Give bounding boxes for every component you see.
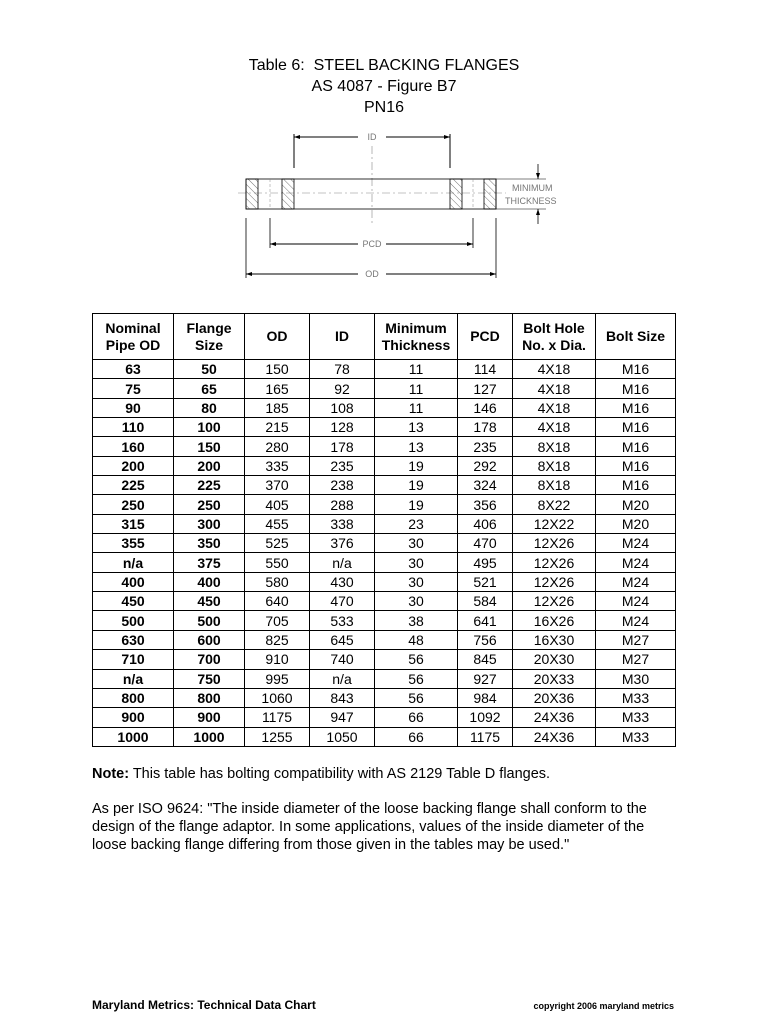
table-cell: M33 xyxy=(596,708,676,727)
table-row xyxy=(93,572,676,591)
table-cell: 1050 xyxy=(310,727,375,746)
note-text: This table has bolting compatibility with AS 2129 Table D flanges. xyxy=(129,766,551,782)
table-cell: 1175 xyxy=(245,708,310,727)
table-cell: M16 xyxy=(596,476,676,495)
table-cell: 740 xyxy=(310,650,375,669)
table-cell: 338 xyxy=(310,514,375,533)
table-cell: M16 xyxy=(596,360,676,379)
iso-quote: As per ISO 9624: "The inside diameter of the loose backing flange shall conform to the design of the flange adaptor. In some applications, values of the inside diameter of the loose backing flange differing from those given in the tables may be used." xyxy=(92,801,647,853)
table-cell: 584 xyxy=(458,592,513,611)
table-cell: 370 xyxy=(245,476,310,495)
table-cell: 430 xyxy=(310,572,375,591)
table-cell: 75 xyxy=(93,379,174,398)
table-cell: 20X33 xyxy=(513,669,596,688)
table-cell: M24 xyxy=(596,534,676,553)
table-cell: 470 xyxy=(310,592,375,611)
table-row xyxy=(93,418,676,437)
table-cell: 1060 xyxy=(245,688,310,707)
table-cell: 24X36 xyxy=(513,708,596,727)
table-cell: 450 xyxy=(93,592,174,611)
table-cell: 280 xyxy=(245,437,310,456)
flange-specs-table xyxy=(92,313,676,747)
table-cell: 56 xyxy=(375,650,458,669)
table-row xyxy=(93,553,676,572)
table-cell: 580 xyxy=(245,572,310,591)
table-cell: 48 xyxy=(375,630,458,649)
table-cell: M16 xyxy=(596,456,676,475)
table-cell: 19 xyxy=(375,495,458,514)
table-cell: 525 xyxy=(245,534,310,553)
table-cell: 500 xyxy=(174,611,245,630)
table-cell: M24 xyxy=(596,592,676,611)
table-cell: 100 xyxy=(174,418,245,437)
table-cell: 19 xyxy=(375,476,458,495)
footer-copyright: copyright 2006 maryland metrics xyxy=(533,1001,674,1011)
min-thickness-label-1: MINIMUM xyxy=(512,183,553,193)
table-header-row xyxy=(93,314,676,360)
table-cell: M24 xyxy=(596,553,676,572)
table-cell: 335 xyxy=(245,456,310,475)
table-cell: 30 xyxy=(375,534,458,553)
table-cell: 1000 xyxy=(174,727,245,746)
table-cell: 92 xyxy=(310,379,375,398)
table-cell: 550 xyxy=(245,553,310,572)
col-header-min-thickness: Minimum Thickness xyxy=(375,314,458,360)
table-cell: 500 xyxy=(93,611,174,630)
table-cell: 630 xyxy=(93,630,174,649)
table-cell: 927 xyxy=(458,669,513,688)
table-cell: 12X26 xyxy=(513,592,596,611)
table-cell: 12X26 xyxy=(513,572,596,591)
table-cell: 80 xyxy=(174,398,245,417)
table-cell: 65 xyxy=(174,379,245,398)
table-cell: 756 xyxy=(458,630,513,649)
table-cell: 947 xyxy=(310,708,375,727)
table-cell: M30 xyxy=(596,669,676,688)
table-cell: 11 xyxy=(375,379,458,398)
table-cell: 705 xyxy=(245,611,310,630)
table-row xyxy=(93,456,676,475)
table-cell: n/a xyxy=(310,669,375,688)
table-cell: 900 xyxy=(174,708,245,727)
table-cell: 825 xyxy=(245,630,310,649)
table-cell: 24X36 xyxy=(513,727,596,746)
table-cell: 250 xyxy=(174,495,245,514)
table-cell: 30 xyxy=(375,572,458,591)
table-row xyxy=(93,611,676,630)
table-cell: 406 xyxy=(458,514,513,533)
table-row xyxy=(93,708,676,727)
pcd-dimension xyxy=(270,218,473,249)
table-cell: 23 xyxy=(375,514,458,533)
table-cell: M20 xyxy=(596,514,676,533)
id-label: ID xyxy=(367,132,377,142)
table-cell: 11 xyxy=(375,360,458,379)
table-row xyxy=(93,669,676,688)
title-line-1: Table 6: STEEL BACKING FLANGES xyxy=(248,57,520,74)
table-cell: 90 xyxy=(93,398,174,417)
table-cell: M24 xyxy=(596,611,676,630)
table-cell: M27 xyxy=(596,630,676,649)
table-cell: 110 xyxy=(93,418,174,437)
table-cell: 56 xyxy=(375,669,458,688)
table-cell: 400 xyxy=(93,572,174,591)
table-cell: 235 xyxy=(458,437,513,456)
col-header-id: ID xyxy=(310,314,375,360)
table-cell: 128 xyxy=(310,418,375,437)
title-line-3: PN16 xyxy=(363,99,405,116)
table-row xyxy=(93,398,676,417)
table-cell: 16X26 xyxy=(513,611,596,630)
table-cell: 1175 xyxy=(458,727,513,746)
table-cell: M20 xyxy=(596,495,676,514)
table-cell: 146 xyxy=(458,398,513,417)
table-cell: 238 xyxy=(310,476,375,495)
table-cell: 235 xyxy=(310,456,375,475)
table-row xyxy=(93,495,676,514)
table-cell: 800 xyxy=(174,688,245,707)
title-block xyxy=(0,55,768,118)
table-cell: 995 xyxy=(245,669,310,688)
table-cell: 750 xyxy=(174,669,245,688)
table-cell: 640 xyxy=(245,592,310,611)
table-cell: 910 xyxy=(245,650,310,669)
table-cell: 324 xyxy=(458,476,513,495)
table-body xyxy=(93,360,676,747)
table-cell: 400 xyxy=(174,572,245,591)
col-header-od: OD xyxy=(245,314,310,360)
table-cell: n/a xyxy=(93,669,174,688)
table-cell: M16 xyxy=(596,379,676,398)
table-cell: 455 xyxy=(245,514,310,533)
table-cell: 200 xyxy=(93,456,174,475)
table-cell: 8X18 xyxy=(513,476,596,495)
table-cell: 20X30 xyxy=(513,650,596,669)
table-cell: 521 xyxy=(458,572,513,591)
table-cell: 845 xyxy=(458,650,513,669)
flange-body xyxy=(238,146,506,226)
table-cell: 12X26 xyxy=(513,534,596,553)
table-cell: M16 xyxy=(596,418,676,437)
col-header-flange-size: Flange Size xyxy=(174,314,245,360)
table-cell: 20X36 xyxy=(513,688,596,707)
table-cell: 78 xyxy=(310,360,375,379)
table-cell: M33 xyxy=(596,688,676,707)
table-cell: n/a xyxy=(310,553,375,572)
table-cell: 63 xyxy=(93,360,174,379)
table-cell: 200 xyxy=(174,456,245,475)
table-cell: 1255 xyxy=(245,727,310,746)
table-cell: M33 xyxy=(596,727,676,746)
table-row xyxy=(93,727,676,746)
table-cell: 700 xyxy=(174,650,245,669)
table-cell: 250 xyxy=(93,495,174,514)
table-cell: 600 xyxy=(174,630,245,649)
table-cell: M16 xyxy=(596,437,676,456)
table-cell: 645 xyxy=(310,630,375,649)
table-cell: 4X18 xyxy=(513,379,596,398)
table-cell: 355 xyxy=(93,534,174,553)
table-cell: 150 xyxy=(245,360,310,379)
footer-title: Maryland Metrics: Technical Data Chart xyxy=(92,998,316,1012)
table-cell: 405 xyxy=(245,495,310,514)
table-cell: 185 xyxy=(245,398,310,417)
table-cell: 30 xyxy=(375,553,458,572)
table-cell: 50 xyxy=(174,360,245,379)
table-cell: 19 xyxy=(375,456,458,475)
note-label: Note: xyxy=(92,766,130,782)
col-header-pcd: PCD xyxy=(458,314,513,360)
table-cell: 12X22 xyxy=(513,514,596,533)
table-row xyxy=(93,437,676,456)
table-cell: 13 xyxy=(375,418,458,437)
table-cell: 495 xyxy=(458,553,513,572)
table-cell: 160 xyxy=(93,437,174,456)
table-cell: 150 xyxy=(174,437,245,456)
table-cell: 127 xyxy=(458,379,513,398)
table-cell: 900 xyxy=(93,708,174,727)
table-row xyxy=(93,534,676,553)
table-cell: 288 xyxy=(310,495,375,514)
table-row xyxy=(93,360,676,379)
table-cell: 470 xyxy=(458,534,513,553)
od-label: OD xyxy=(365,269,379,279)
table-row xyxy=(93,379,676,398)
table-cell: 8X22 xyxy=(513,495,596,514)
thickness-dimension xyxy=(496,164,557,224)
min-thickness-label-2: THICKNESS xyxy=(505,196,557,206)
table-cell: 66 xyxy=(375,708,458,727)
table-cell: 710 xyxy=(93,650,174,669)
table-row xyxy=(93,650,676,669)
table-cell: n/a xyxy=(93,553,174,572)
table-cell: 350 xyxy=(174,534,245,553)
col-header-nominal-pipe-od: Nominal Pipe OD xyxy=(93,314,174,360)
table-cell: 30 xyxy=(375,592,458,611)
table-row xyxy=(93,688,676,707)
table-cell: M27 xyxy=(596,650,676,669)
table-cell: 114 xyxy=(458,360,513,379)
table-cell: 8X18 xyxy=(513,437,596,456)
table-cell: 225 xyxy=(93,476,174,495)
table-cell: 16X30 xyxy=(513,630,596,649)
table-cell: 300 xyxy=(174,514,245,533)
table-cell: 13 xyxy=(375,437,458,456)
table-cell: 56 xyxy=(375,688,458,707)
table-cell: 38 xyxy=(375,611,458,630)
table-cell: 1000 xyxy=(93,727,174,746)
table-cell: 1092 xyxy=(458,708,513,727)
compatibility-note xyxy=(92,765,682,783)
table-cell: 178 xyxy=(310,437,375,456)
title-line-2: AS 4087 - Figure B7 xyxy=(311,78,457,95)
table-cell: 12X26 xyxy=(513,553,596,572)
flange-diagram xyxy=(230,126,590,286)
table-cell: 984 xyxy=(458,688,513,707)
col-header-bolt-size: Bolt Size xyxy=(596,314,676,360)
table-cell: 8X18 xyxy=(513,456,596,475)
table-cell: 843 xyxy=(310,688,375,707)
table-cell: 178 xyxy=(458,418,513,437)
table-cell: 533 xyxy=(310,611,375,630)
table-row xyxy=(93,630,676,649)
table-cell: 215 xyxy=(245,418,310,437)
table-cell: 225 xyxy=(174,476,245,495)
table-cell: 292 xyxy=(458,456,513,475)
table-cell: 4X18 xyxy=(513,398,596,417)
table-cell: 800 xyxy=(93,688,174,707)
table-cell: 375 xyxy=(174,553,245,572)
table-cell: 376 xyxy=(310,534,375,553)
table-row xyxy=(93,514,676,533)
table-cell: 641 xyxy=(458,611,513,630)
col-header-bolt-hole: Bolt Hole No. x Dia. xyxy=(513,314,596,360)
table-cell: M24 xyxy=(596,572,676,591)
table-cell: 4X18 xyxy=(513,360,596,379)
pcd-label: PCD xyxy=(362,239,382,249)
table-cell: 108 xyxy=(310,398,375,417)
table-cell: M16 xyxy=(596,398,676,417)
table-row xyxy=(93,476,676,495)
table-row xyxy=(93,592,676,611)
table-cell: 4X18 xyxy=(513,418,596,437)
table-cell: 165 xyxy=(245,379,310,398)
table-cell: 450 xyxy=(174,592,245,611)
table-cell: 356 xyxy=(458,495,513,514)
table-cell: 66 xyxy=(375,727,458,746)
table-cell: 315 xyxy=(93,514,174,533)
table-cell: 11 xyxy=(375,398,458,417)
